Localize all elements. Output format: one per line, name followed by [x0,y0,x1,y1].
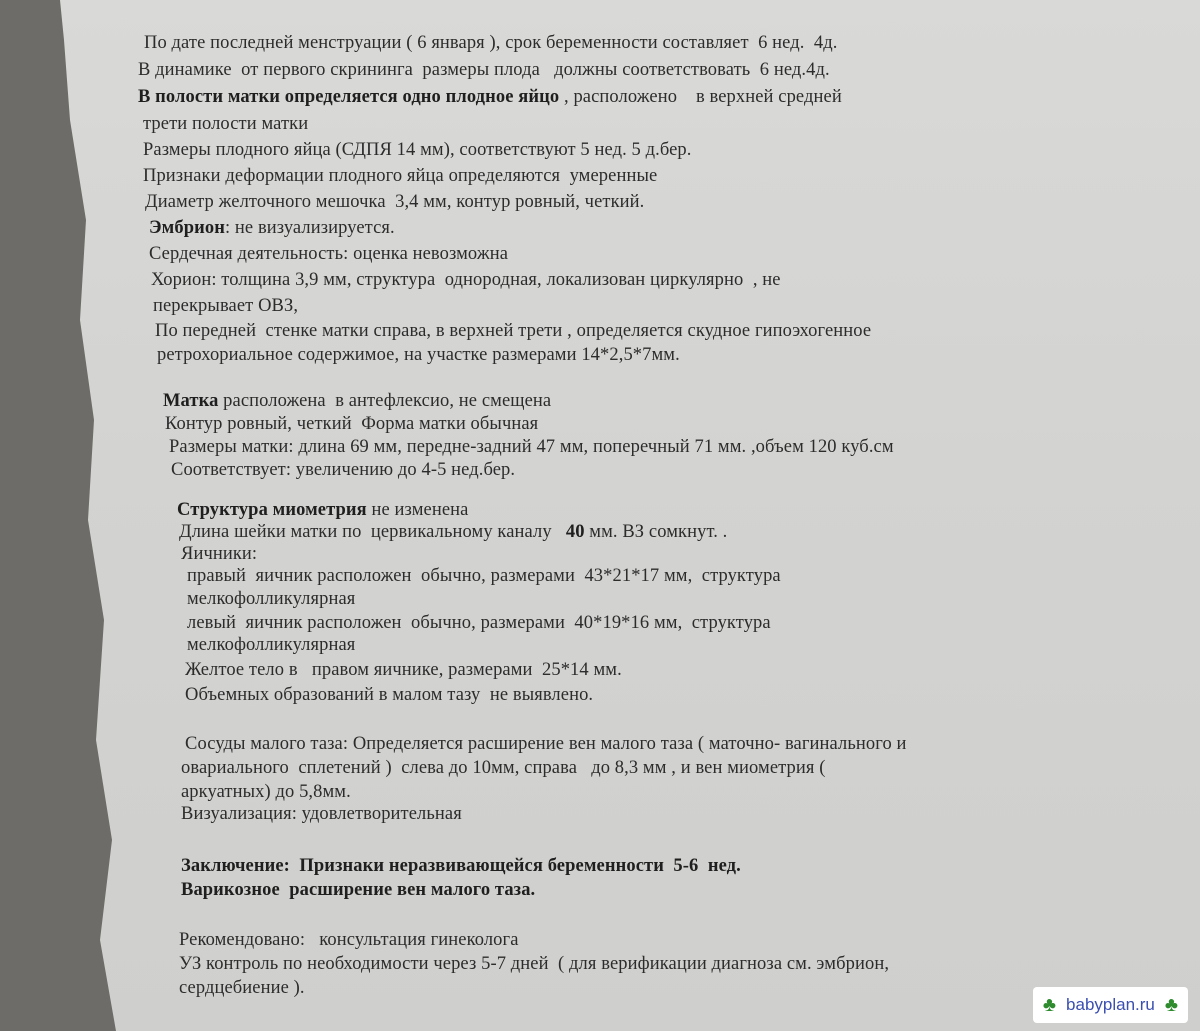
text-line: мелкофолликулярная [187,589,356,609]
text-line [163,390,551,412]
text-line: Соответствует: увеличению до 4-5 нед.бер. [171,460,516,480]
bold-text: В полости матки определяется одно плодное яйцо [138,87,560,107]
text-line: трети полости матки [143,114,309,134]
text-line: Рекомендовано: консультация гинеколога [179,930,519,950]
text-line: Желтое тело в правом яичнике, размерами 25*14 мм. [185,660,622,680]
bold-text: 40 [565,522,585,542]
bold-text: Эмбрион [149,218,225,238]
text-span: , расположено в верхней средней [559,87,842,107]
text-line: По дате последней менструации ( 6 января ), срок беременности составляет 6 нед. 4д. [144,33,838,53]
text-line: Объемных образований в малом тазу не выявлено. [185,685,594,705]
conclusion-line: Заключение: Признаки неразвивающейся беременности 5-6 нед. [181,856,741,876]
text-line: Размеры плодного яйца (СДПЯ 14 мм), соответствуют 5 нед. 5 д.бер. [143,140,692,160]
text-line: Сосуды малого таза: Определяется расширение вен малого таза ( маточно- вагинального и [185,734,907,754]
text-line: УЗ контроль по необходимости через 5-7 дней ( для верификации диагноза см. эмбрион, [179,954,890,974]
text-line: Диаметр желточного мешочка 3,4 мм, контур ровный, четкий. [145,192,645,212]
text-line: Сердечная деятельность: оценка невозможна [149,244,509,264]
text-line: овариального сплетений ) слева до 10мм, справа до 8,3 мм , и вен миометрия ( [181,758,826,778]
bold-text: Матка [163,391,219,411]
text-span: Длина шейки матки по цервикальному каналу [179,522,566,542]
clover-icon: ♣ [1164,994,1178,1016]
text-line [138,86,842,108]
watermark-badge[interactable] [1033,987,1188,1023]
text-line: ретрохориальное содержимое, на участке размерами 14*2,5*7мм. [157,345,680,365]
text-line: По передней стенке матки справа, в верхней трети , определяется скудное гипоэхогенное [155,321,872,341]
clover-icon: ♣ [1042,994,1057,1016]
text-line: правый яичник расположен обычно, размерами 43*21*17 мм, структура [187,566,781,586]
text-line: Яичники: [181,544,258,564]
text-line: аркуатных) до 5,8мм. [181,782,351,802]
text-span: : не визуализируется. [224,218,395,238]
text-span: расположена в антефлексио, не смещена [218,391,552,411]
text-line: Контур ровный, четкий Форма матки обычная [165,414,539,434]
text-line: перекрывает ОВЗ, [153,296,299,316]
text-line [149,217,395,239]
text-line: мелкофолликулярная [187,635,356,655]
conclusion-line: Варикозное расширение вен малого таза. [181,880,536,900]
text-line: Хорион: толщина 3,9 мм, структура однородная, локализован циркулярно , не [151,270,781,290]
bold-text: Структура миометрия [177,500,367,520]
watermark-text: babyplan.ru [1066,995,1155,1014]
text-line: Размеры матки: длина 69 мм, передне-задний 47 мм, поперечный 71 мм. ,объем 120 куб.см [169,437,894,457]
text-line [179,521,727,543]
text-line: левый яичник расположен обычно, размерами 40*19*16 мм, структура [187,613,771,633]
text-line: В динамике от первого скрининга размеры плода должны соответствовать 6 нед.4д. [138,60,830,80]
text-span: не изменена [366,500,469,520]
text-line: Признаки деформации плодного яйца определяются умеренные [143,166,658,186]
text-line [177,499,468,521]
text-line: Визуализация: удовлетворительная [181,804,462,824]
text-line: сердцебиение ). [179,978,305,998]
text-span: мм. ВЗ сомкнут. . [584,522,728,542]
